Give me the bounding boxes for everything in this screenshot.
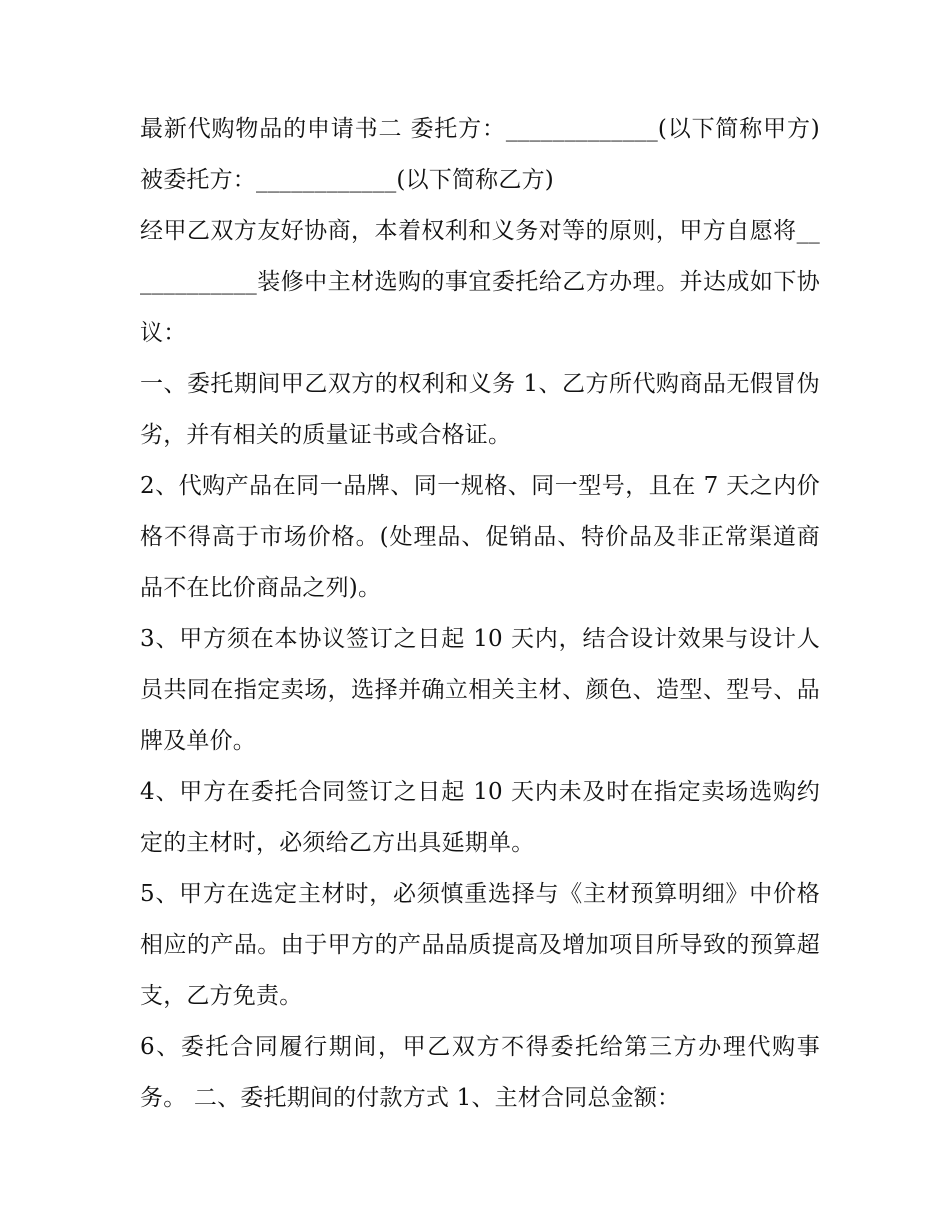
paragraph-title-parties: 最新代购物品的申请书二 委托方：_____________(以下简称甲方) 被委托方：____________(以下简称乙方) bbox=[140, 116, 820, 193]
paragraph-clause-4: 4、甲方在委托合同签订之日起 10 天内未及时在指定卖场选购约定的主材时，必须给乙方出具延期单。 bbox=[140, 779, 820, 856]
paragraph-clause-2: 2、代购产品在同一品牌、同一规格、同一型号，且在 7 天之内价格不得高于市场价格。(处理品、促销品、特价品及非正常渠道商品不在比价商品之列)。 bbox=[140, 473, 820, 601]
paragraph-agreement-intro: 经甲乙双方友好协商，本着权利和义务对等的原则，甲方自愿将____________装修中主材选购的事宜委托给乙方办理。并达成如下协议： bbox=[140, 218, 820, 346]
paragraph-clause-6: 6、委托合同履行期间，甲乙双方不得委托给第三方办理代购事务。 二、委托期间的付款方式 1、主材合同总金额： bbox=[140, 1034, 820, 1111]
document-body bbox=[140, 104, 820, 1124]
paragraph-clause-5: 5、甲方在选定主材时，必须慎重选择与《主材预算明细》中价格相应的产品。由于甲方的产品品质提高及增加项目所导致的预算超支，乙方免责。 bbox=[140, 881, 820, 1009]
paragraph-clause-3: 3、甲方须在本协议签订之日起 10 天内，结合设计效果与设计人员共同在指定卖场，选择并确立相关主材、颜色、造型、型号、品牌及单价。 bbox=[140, 626, 820, 754]
paragraph-clause-1: 一、委托期间甲乙双方的权利和义务 1、乙方所代购商品无假冒伪劣，并有相关的质量证书或合格证。 bbox=[140, 371, 820, 448]
